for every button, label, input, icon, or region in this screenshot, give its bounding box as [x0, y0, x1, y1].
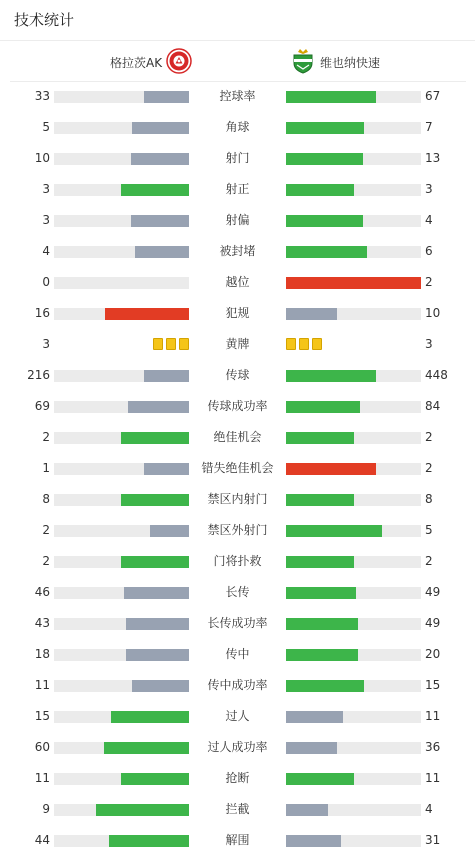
home-team-name: 格拉茨AK: [110, 55, 163, 70]
away-stat-bar: [286, 742, 421, 754]
home-stat-value: 5: [42, 120, 50, 134]
home-stat-bar-fill: [105, 308, 189, 320]
home-stat-bar-fill: [131, 215, 189, 227]
home-team[interactable]: [110, 46, 192, 78]
stat-row: [0, 546, 475, 577]
away-stat-bar: [286, 215, 421, 227]
away-stat-value: 36: [425, 740, 441, 754]
stat-row: [0, 515, 475, 546]
stat-row: [0, 763, 475, 794]
away-stat-bar: [286, 184, 421, 196]
home-stat-bar: [54, 184, 189, 196]
away-stat-bar-fill: [286, 432, 354, 444]
home-stat-bar-fill: [150, 525, 189, 537]
away-stat-bar: [286, 432, 421, 444]
home-stat-bar: [54, 91, 189, 103]
stat-label: 解围: [225, 833, 250, 847]
home-stat-bar: [54, 680, 189, 692]
stat-label: 过人: [225, 709, 250, 723]
stat-row: [0, 391, 475, 422]
away-stat-value: 2: [425, 461, 433, 475]
home-stat-value: 2: [42, 523, 50, 537]
home-stat-bar: [54, 215, 189, 227]
home-stat-value: 8: [42, 492, 50, 506]
away-stat-value: 11: [425, 771, 441, 785]
home-stat-value: 11: [34, 771, 50, 785]
stats-list: [0, 81, 475, 856]
away-stat-value: 49: [425, 616, 441, 630]
away-stat-bar-fill: [286, 370, 376, 382]
away-stat-bar-fill: [286, 680, 364, 692]
home-yellow-cards: [153, 338, 189, 350]
away-stat-value: 4: [425, 213, 433, 227]
stat-label: 禁区外射门: [207, 523, 268, 537]
away-stat-value: 8: [425, 492, 433, 506]
yellow-card-icon: [153, 338, 163, 350]
stat-row: [0, 174, 475, 205]
home-stat-bar-fill: [121, 556, 189, 568]
home-stat-bar: [54, 742, 189, 754]
team-header: [0, 46, 475, 78]
home-stat-bar-fill: [111, 711, 189, 723]
stat-row: [0, 701, 475, 732]
away-stat-bar-fill: [286, 618, 358, 630]
stat-label: 绝佳机会: [213, 430, 262, 444]
home-stat-bar: [54, 618, 189, 630]
home-stat-bar-fill: [135, 246, 189, 258]
stat-label: 拦截: [225, 802, 250, 816]
away-stat-bar: [286, 804, 421, 816]
stat-row: [0, 143, 475, 174]
home-stat-value: 10: [34, 151, 50, 165]
away-stat-bar: [286, 525, 421, 537]
home-stat-bar-fill: [131, 153, 189, 165]
home-stat-value: 3: [42, 213, 50, 227]
home-stat-bar-fill: [126, 649, 189, 661]
away-stat-bar: [286, 153, 421, 165]
stat-row: [0, 825, 475, 856]
away-stat-value: 84: [425, 399, 441, 413]
home-stat-bar-fill: [126, 618, 189, 630]
away-stat-bar: [286, 618, 421, 630]
away-stat-bar-fill: [286, 742, 337, 754]
stat-label: 射偏: [225, 213, 250, 227]
yellow-card-icon: [166, 338, 176, 350]
home-stat-bar-fill: [144, 370, 189, 382]
away-stat-bar-fill: [286, 215, 363, 227]
away-stat-bar: [286, 277, 421, 289]
home-stat-bar: [54, 370, 189, 382]
away-stat-bar-fill: [286, 649, 358, 661]
home-stat-value: 60: [34, 740, 50, 754]
home-team-badge-icon: [166, 48, 192, 77]
away-stat-value: 67: [425, 89, 441, 103]
away-stat-bar-fill: [286, 773, 354, 785]
home-stat-value: 9: [42, 802, 50, 816]
stat-row: [0, 236, 475, 267]
away-stat-bar-fill: [286, 122, 364, 134]
away-team-badge-icon: [291, 48, 315, 77]
away-stat-value: 31: [425, 833, 441, 847]
stat-row: [0, 794, 475, 825]
stat-label: 传中: [225, 647, 250, 661]
home-stat-value: 46: [34, 585, 50, 599]
away-stat-bar: [286, 773, 421, 785]
away-stat-value: 5: [425, 523, 433, 537]
stat-label: 犯规: [225, 306, 250, 320]
stat-row: [0, 577, 475, 608]
away-stat-bar: [286, 680, 421, 692]
away-stat-bar: [286, 308, 421, 320]
home-stat-bar-fill: [132, 680, 189, 692]
away-stat-value: 2: [425, 554, 433, 568]
home-stat-value: 43: [34, 616, 50, 630]
home-stat-bar: [54, 153, 189, 165]
home-stat-bar: [54, 308, 189, 320]
away-stat-value: 7: [425, 120, 433, 134]
away-stat-bar: [286, 494, 421, 506]
header-divider: [0, 40, 475, 41]
yellow-card-icon: [299, 338, 309, 350]
home-stat-bar: [54, 246, 189, 258]
stat-row: [0, 81, 475, 112]
home-stat-bar: [54, 587, 189, 599]
away-stat-bar-fill: [286, 153, 363, 165]
home-stat-value: 0: [42, 275, 50, 289]
home-stat-value: 15: [34, 709, 50, 723]
stat-row: [0, 732, 475, 763]
home-stat-bar: [54, 556, 189, 568]
home-stat-bar: [54, 649, 189, 661]
home-stat-value: 44: [34, 833, 50, 847]
away-stat-bar-fill: [286, 587, 356, 599]
stat-label: 长传成功率: [207, 616, 268, 630]
stat-label: 黄牌: [225, 337, 250, 351]
away-stat-value: 2: [425, 430, 433, 444]
away-stat-value: 6: [425, 244, 433, 258]
home-stat-bar-fill: [132, 122, 189, 134]
stat-label: 长传: [225, 585, 250, 599]
away-stat-bar-fill: [286, 711, 343, 723]
home-stat-bar-fill: [96, 804, 189, 816]
stat-label: 门将扑救: [213, 554, 262, 568]
away-stat-bar: [286, 122, 421, 134]
home-stat-value: 2: [42, 554, 50, 568]
home-stat-bar-fill: [144, 463, 189, 475]
home-stat-value: 1: [42, 461, 50, 475]
home-stat-value: 11: [34, 678, 50, 692]
away-stat-value: 13: [425, 151, 441, 165]
away-stat-bar-fill: [286, 91, 376, 103]
home-stat-bar: [54, 835, 189, 847]
away-stat-value: 4: [425, 802, 433, 816]
stat-label: 传球: [225, 368, 250, 382]
away-stat-bar-fill: [286, 804, 328, 816]
page-title: 技术统计: [14, 11, 75, 29]
stat-label: 错失绝佳机会: [201, 461, 274, 475]
away-stat-value: 20: [425, 647, 441, 661]
stat-label: 禁区内射门: [207, 492, 268, 506]
home-stat-value: 2: [42, 430, 50, 444]
home-stat-bar: [54, 432, 189, 444]
away-stat-value: 49: [425, 585, 441, 599]
home-stat-bar: [54, 122, 189, 134]
home-stat-value: 18: [34, 647, 50, 661]
away-stat-value: 3: [425, 182, 433, 196]
home-stat-value: 4: [42, 244, 50, 258]
away-stat-bar-fill: [286, 835, 341, 847]
away-stat-bar-fill: [286, 556, 354, 568]
stat-label: 角球: [225, 120, 250, 134]
away-stat-value: 448: [425, 368, 448, 382]
home-stat-value: 33: [34, 89, 50, 103]
away-team-name: 维也纳快速: [320, 55, 381, 70]
stat-label: 传中成功率: [207, 678, 268, 692]
away-stat-value: 11: [425, 709, 441, 723]
yellow-card-icon: [286, 338, 296, 350]
stat-row: [0, 360, 475, 391]
away-stat-bar-fill: [286, 463, 376, 475]
stat-label: 被封堵: [219, 244, 256, 258]
away-yellow-cards: [286, 338, 322, 350]
home-stat-bar: [54, 711, 189, 723]
stat-row: [0, 329, 475, 360]
away-stat-bar: [286, 587, 421, 599]
stat-row: [0, 267, 475, 298]
home-stat-bar-fill: [121, 773, 189, 785]
away-stat-bar-fill: [286, 184, 354, 196]
home-stat-value: 69: [34, 399, 50, 413]
away-stat-bar: [286, 556, 421, 568]
home-stat-bar: [54, 277, 189, 289]
away-stat-bar: [286, 370, 421, 382]
stat-label: 抢断: [225, 771, 250, 785]
stat-label: 过人成功率: [207, 740, 268, 754]
away-stat-bar: [286, 91, 421, 103]
yellow-card-icon: [312, 338, 322, 350]
home-stat-bar: [54, 494, 189, 506]
away-stat-bar-fill: [286, 494, 354, 506]
stat-row: [0, 112, 475, 143]
home-stat-bar-fill: [109, 835, 189, 847]
yellow-card-icon: [179, 338, 189, 350]
home-stat-bar-fill: [104, 742, 189, 754]
stat-row: [0, 608, 475, 639]
stat-label: 射正: [225, 182, 250, 196]
home-stat-bar: [54, 463, 189, 475]
away-stat-bar-fill: [286, 277, 421, 289]
stat-label: 射门: [225, 151, 250, 165]
home-stat-bar-fill: [124, 587, 189, 599]
home-stat-bar-fill: [121, 184, 189, 196]
home-stat-bar-fill: [121, 432, 189, 444]
away-stat-bar-fill: [286, 308, 337, 320]
away-stat-bar-fill: [286, 401, 360, 413]
home-stat-value: 16: [34, 306, 50, 320]
home-stat-bar: [54, 804, 189, 816]
away-stat-bar: [286, 463, 421, 475]
away-team[interactable]: [291, 46, 380, 78]
away-stat-value: 15: [425, 678, 441, 692]
stat-row: [0, 670, 475, 701]
home-stat-bar: [54, 525, 189, 537]
away-stat-bar: [286, 246, 421, 258]
home-stat-bar: [54, 401, 189, 413]
away-stat-bar: [286, 711, 421, 723]
stat-label: 传球成功率: [207, 399, 268, 413]
away-stat-bar-fill: [286, 525, 382, 537]
away-stat-value: 3: [425, 337, 433, 351]
stat-label: 越位: [225, 275, 250, 289]
away-stat-value: 10: [425, 306, 441, 320]
stat-label: 控球率: [219, 89, 256, 103]
home-stat-value: 3: [42, 182, 50, 196]
away-stat-bar-fill: [286, 246, 367, 258]
home-stat-bar: [54, 773, 189, 785]
stat-row: [0, 484, 475, 515]
stat-row: [0, 453, 475, 484]
home-stat-value: 216: [27, 368, 50, 382]
stat-row: [0, 205, 475, 236]
home-stat-bar-fill: [128, 401, 189, 413]
stat-row: [0, 298, 475, 329]
stat-row: [0, 422, 475, 453]
away-stat-value: 2: [425, 275, 433, 289]
away-stat-bar: [286, 401, 421, 413]
away-stat-bar: [286, 649, 421, 661]
home-stat-bar-fill: [144, 91, 189, 103]
home-stat-bar-fill: [121, 494, 189, 506]
home-stat-value: 3: [42, 337, 50, 351]
away-stat-bar: [286, 835, 421, 847]
stat-row: [0, 639, 475, 670]
